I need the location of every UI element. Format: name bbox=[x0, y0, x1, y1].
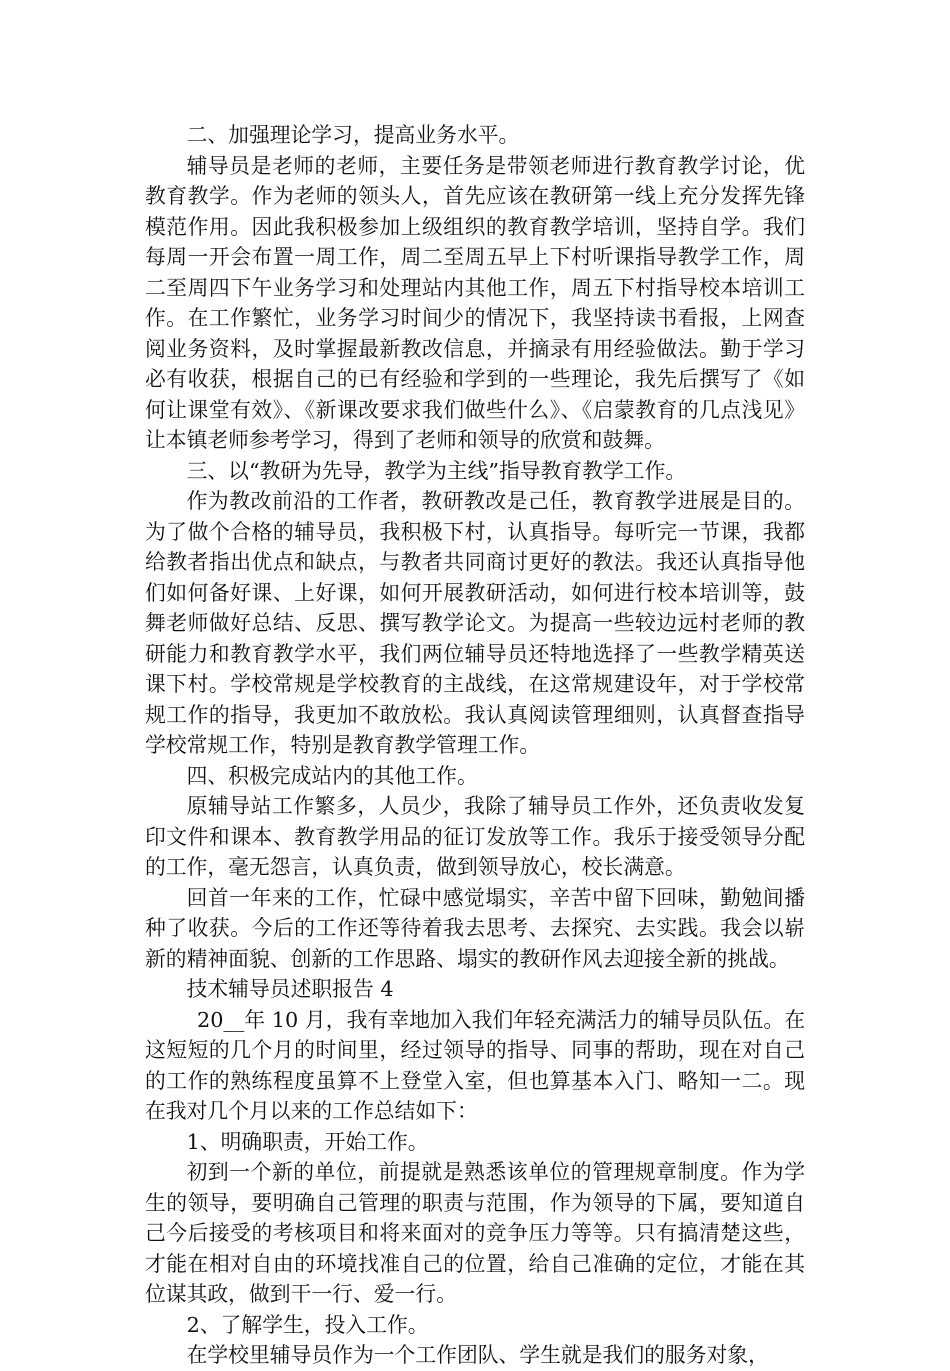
report-title: 技术辅导员述职报告 4 bbox=[186, 977, 394, 1001]
body-paragraph: 作为教改前沿的工作者，教研教改是己任，教育教学进展是目的。为了做个合格的辅导员，我积极下村，认真指导。每听完一节课，我都给教者指出优点和缺点，与教者共同商讨更好的教法。我还认真指导他们如何备好课、上好课，如何开展教研活动，如何进行校本培训等，鼓舞老师做好总结、反思、撰写教学论文。为提高一些较边远村老师的教研能力和教育教学水平，我们两位辅导员还特地选择了一些教学精英送课下村。学校常规是学校教育的主战线，在这常规建设年，对于学校常规工作的指导，我更加不敢放松。我认真阅读管理细则，认真督查指导学校常规工作，特别是教育教学管理工作。 bbox=[145, 489, 805, 757]
subsection-heading-1: 1、明确职责，开始工作。 bbox=[186, 1129, 429, 1154]
section-heading-4: 四、积极完成站内的其他工作。 bbox=[186, 763, 478, 788]
body-paragraph: 原辅导站工作繁多，人员少，我除了辅导员工作外，还负责收发复印文件和课本、教育教学用品的征订发放等工作。我乐于接受领导分配的工作，毫无怨言，认真负责，做到领导放心，校长满意。 bbox=[145, 794, 805, 879]
section-heading-2: 二、加强理论学习，提高业务水平。 bbox=[186, 123, 520, 147]
document-body bbox=[145, 120, 805, 1371]
body-paragraph: 初到一个新的单位，前提就是熟悉该单位的管理规章制度。作为学生的领导，要明确自己管理的职责与范围，作为领导的下属，要知道自己今后接受的考核项目和将来面对的竞争压力等等。只有搞清楚这些，才能在相对自由的环境找准自己的位置，给自己准确的定位，才能在其位谋其政，做到干一行、爱一行。 bbox=[145, 1160, 805, 1306]
body-paragraph: 在学校里辅导员作为一个工作团队、学生就是我们的服务对象， bbox=[186, 1343, 769, 1367]
section-heading-3: 三、以“教研为先导，教学为主线”指导教育教学工作。 bbox=[186, 458, 687, 483]
subsection-heading-2: 2、了解学生，投入工作。 bbox=[186, 1312, 429, 1337]
body-paragraph: 回首一年来的工作，忙碌中感觉塌实，辛苦中留下回味，勤勉间播种了收获。今后的工作还等待着我去思考、去探究、去实践。我会以崭新的精神面貌、创新的工作思路、塌实的教研作风去迎接全新的挑战。 bbox=[145, 885, 805, 971]
body-paragraph: 20__年 10 月，我有幸地加入我们年轻充满活力的辅导员队伍。在这短短的几个月的时间里，经过领导的指导、同事的帮助，现在对自己的工作的熟练程度虽算不上登堂入室，但也算基本入门、略知一二。现在我对几个月以来的工作总结如下： bbox=[145, 1007, 805, 1123]
body-paragraph: 辅导员是老师的老师，主要任务是带领老师进行教育教学讨论，优教育教学。作为老师的领头人，首先应该在教研第一线上充分发挥先锋模范作用。因此我积极参加上级组织的教育教学培训，坚持自学。我们每周一开会布置一周工作，周二至周五早上下村听课指导教学工作，周二至周四下午业务学习和处理站内其他工作，周五下村指导校本培训工作。在工作繁忙，业务学习时间少的情况下，我坚持读书看报，上网查阅业务资料，及时掌握最新教改信息，并摘录有用经验做法。勤于学习必有收获，根据自己的已有经验和学到的一些理论，我先后撰写了《如何让课堂有效》、《新课改要求我们做些什么》、《启蒙教育的几点浅见》让本镇老师参考学习，得到了老师和领导的欣赏和鼓舞。 bbox=[145, 153, 805, 452]
